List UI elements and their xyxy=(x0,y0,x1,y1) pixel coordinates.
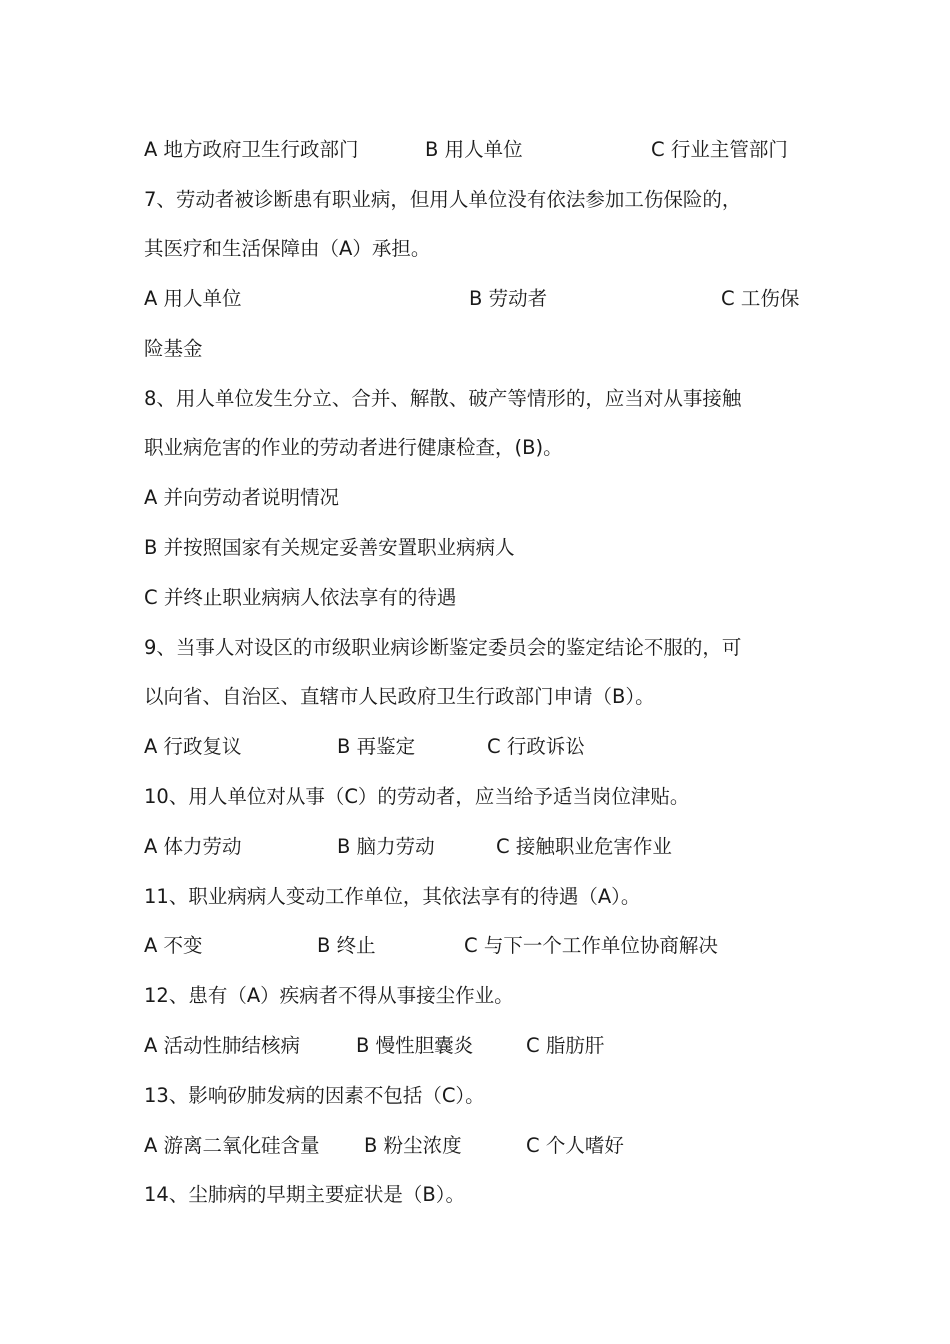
q10-option-c: C 接触职业危害作业 xyxy=(496,835,672,858)
q9-option-c: C 行政诉讼 xyxy=(487,735,585,758)
q11-stem: 11、职业病病人变动工作单位，其依法享有的待遇（A）。 xyxy=(144,885,641,908)
q13-option-a: A 游离二氧化硅含量 xyxy=(144,1134,320,1157)
q14-stem: 14、尘肺病的早期主要症状是（B）。 xyxy=(144,1183,465,1206)
q12-option-b: B 慢性胆囊炎 xyxy=(356,1034,474,1057)
q7-stem-line1: 7、劳动者被诊断患有职业病，但用人单位没有依法参加工伤保险的， xyxy=(144,188,742,211)
q9-stem-line2: 以向省、自治区、直辖市人民政府卫生行政部门申请（B）。 xyxy=(144,685,655,708)
q10-option-b: B 脑力劳动 xyxy=(337,835,435,858)
q6-option-c: C 行业主管部门 xyxy=(651,138,788,161)
q13-option-c: C 个人嗜好 xyxy=(526,1134,624,1157)
q8-stem-line2: 职业病危害的作业的劳动者进行健康检查，(B)。 xyxy=(144,436,563,459)
q7-option-c-continuation: 险基金 xyxy=(144,337,203,360)
q7-option-a: A 用人单位 xyxy=(144,287,242,310)
q10-option-a: A 体力劳动 xyxy=(144,835,242,858)
q12-options-row xyxy=(144,1031,814,1061)
q7-option-c: C 工伤保 xyxy=(721,287,800,310)
q8-option-b: B 并按照国家有关规定妥善安置职业病病人 xyxy=(144,536,515,559)
q10-options-row xyxy=(144,832,814,862)
q7-options-row xyxy=(144,284,814,314)
q11-option-b: B 终止 xyxy=(317,934,376,957)
q6-options-row xyxy=(144,135,814,165)
q11-option-a: A 不变 xyxy=(144,934,203,957)
q12-option-a: A 活动性肺结核病 xyxy=(144,1034,301,1057)
q9-options-row xyxy=(144,732,814,762)
q13-option-b: B 粉尘浓度 xyxy=(364,1134,462,1157)
q8-option-a: A 并向劳动者说明情况 xyxy=(144,486,340,509)
q11-option-c: C 与下一个工作单位协商解决 xyxy=(464,934,718,957)
q7-stem-line2: 其医疗和生活保障由（A）承担。 xyxy=(144,237,431,260)
q8-stem-line1: 8、用人单位发生分立、合并、解散、破产等情形的，应当对从事接触 xyxy=(144,387,742,410)
q7-option-b: B 劳动者 xyxy=(469,287,548,310)
q10-stem: 10、用人单位对从事（C）的劳动者，应当给予适当岗位津贴。 xyxy=(144,785,690,808)
q13-stem: 13、影响矽肺发病的因素不包括（C）。 xyxy=(144,1084,485,1107)
q12-option-c: C 脂肪肝 xyxy=(526,1034,605,1057)
q12-stem: 12、患有（A）疾病者不得从事接尘作业。 xyxy=(144,984,514,1007)
q9-option-a: A 行政复议 xyxy=(144,735,242,758)
q6-option-a: A 地方政府卫生行政部门 xyxy=(144,138,359,161)
q9-stem-line1: 9、当事人对设区的市级职业病诊断鉴定委员会的鉴定结论不服的，可 xyxy=(144,636,742,659)
q6-option-b: B 用人单位 xyxy=(425,138,523,161)
q9-option-b: B 再鉴定 xyxy=(337,735,416,758)
q13-options-row xyxy=(144,1131,814,1161)
q11-options-row xyxy=(144,931,814,961)
q8-option-c: C 并终止职业病病人依法享有的待遇 xyxy=(144,586,457,609)
